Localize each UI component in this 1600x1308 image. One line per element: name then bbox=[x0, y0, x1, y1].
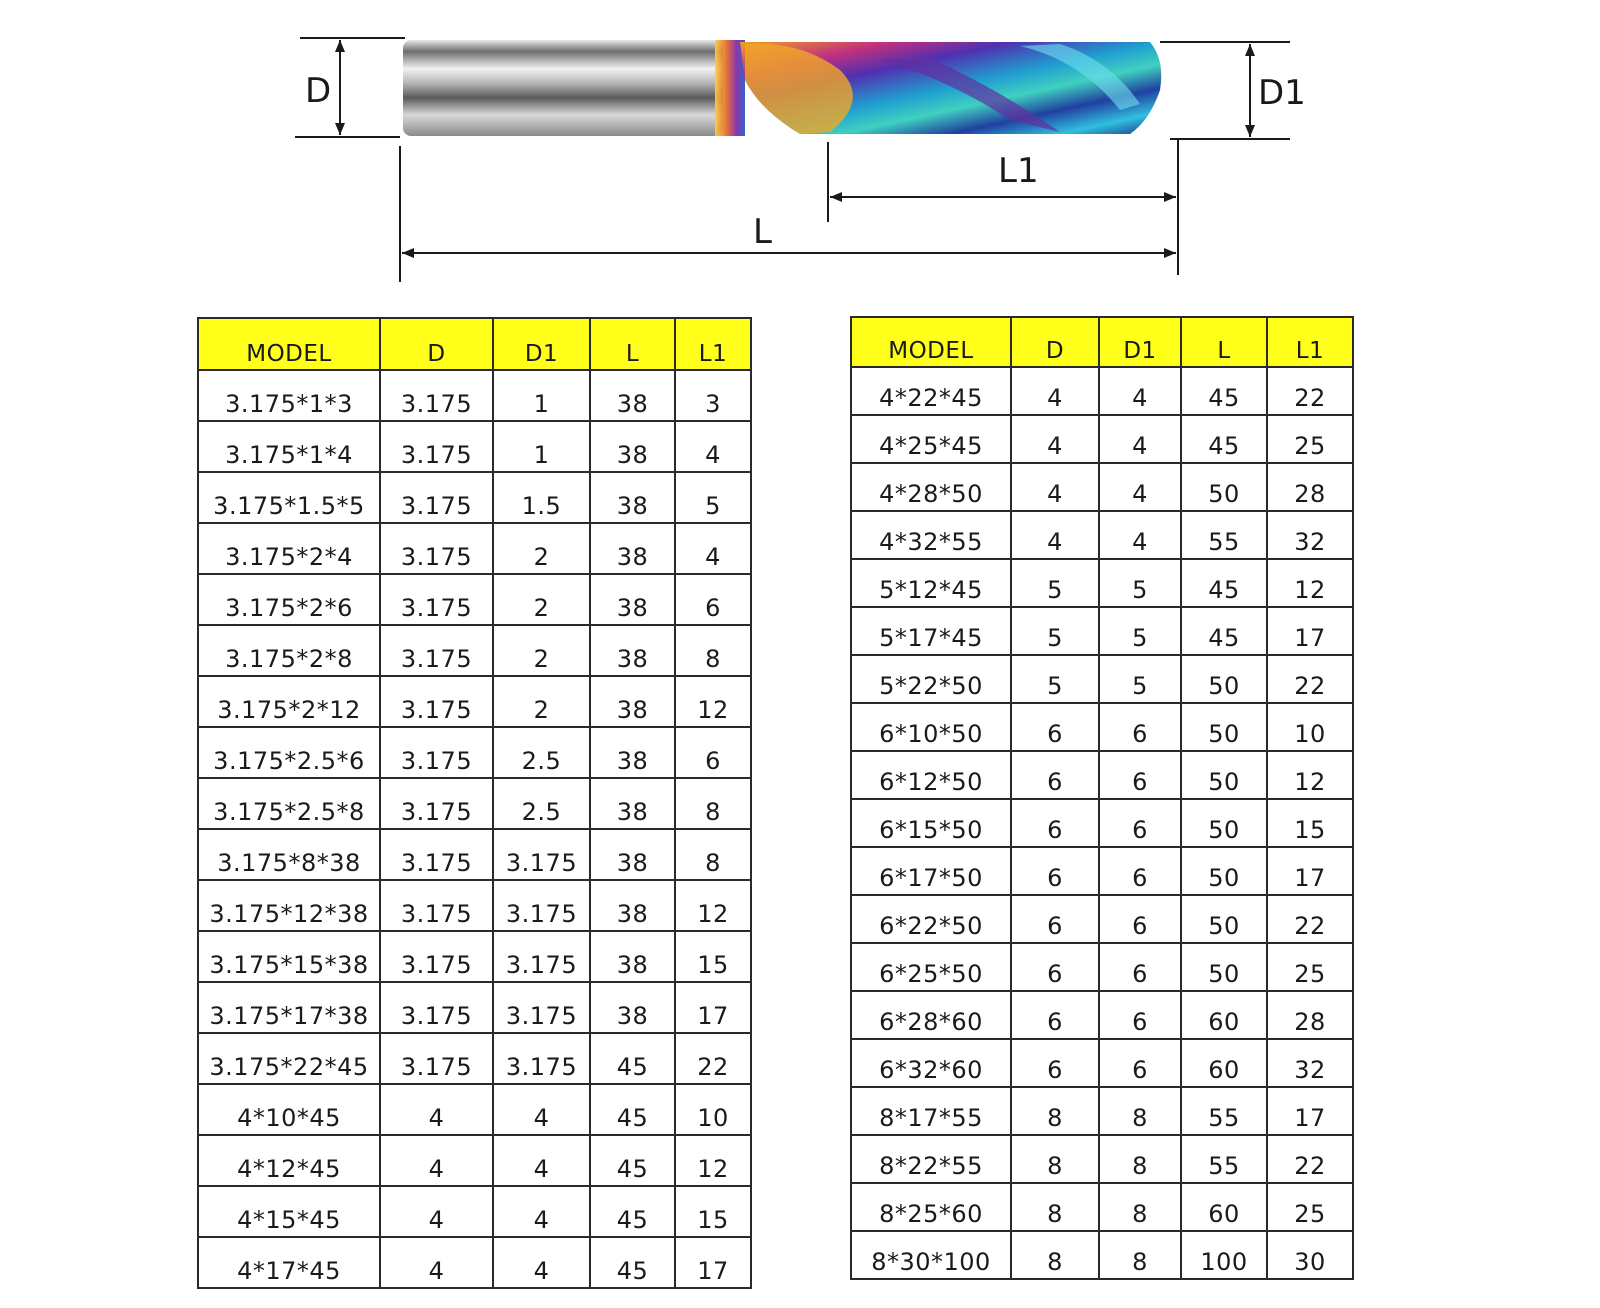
cell-l: 38 bbox=[590, 982, 675, 1033]
table-row bbox=[198, 625, 751, 676]
cell-d: 6 bbox=[1011, 703, 1099, 751]
cell-model: 3.175*2*6 bbox=[198, 574, 380, 625]
table-row bbox=[851, 607, 1353, 655]
dim-label-d: D bbox=[305, 71, 332, 111]
header-l: L bbox=[590, 318, 675, 370]
cell-d: 6 bbox=[1011, 991, 1099, 1039]
table-row bbox=[198, 1033, 751, 1084]
cell-model: 3.175*1*4 bbox=[198, 421, 380, 472]
cell-l1: 4 bbox=[675, 421, 751, 472]
dimension-diagram bbox=[0, 0, 1600, 300]
cell-l1: 17 bbox=[675, 982, 751, 1033]
cell-d: 3.175 bbox=[380, 421, 493, 472]
cell-l1: 3 bbox=[675, 370, 751, 421]
cell-d: 4 bbox=[380, 1135, 493, 1186]
table-row bbox=[198, 982, 751, 1033]
cell-model: 6*25*50 bbox=[851, 943, 1011, 991]
cell-d: 4 bbox=[380, 1084, 493, 1135]
cell-d: 3.175 bbox=[380, 523, 493, 574]
cell-d1: 2 bbox=[493, 523, 590, 574]
cell-l: 38 bbox=[590, 523, 675, 574]
cell-model: 3.175*1.5*5 bbox=[198, 472, 380, 523]
cell-model: 4*28*50 bbox=[851, 463, 1011, 511]
header-model: MODEL bbox=[851, 317, 1011, 367]
cell-model: 3.175*12*38 bbox=[198, 880, 380, 931]
dim-label-l1: L1 bbox=[998, 151, 1039, 191]
cell-d1: 4 bbox=[493, 1237, 590, 1288]
cell-l: 38 bbox=[590, 727, 675, 778]
cell-l1: 5 bbox=[675, 472, 751, 523]
cell-d: 6 bbox=[1011, 799, 1099, 847]
cell-l1: 12 bbox=[1267, 751, 1353, 799]
table-row bbox=[198, 880, 751, 931]
cell-d: 6 bbox=[1011, 847, 1099, 895]
cell-d: 4 bbox=[380, 1237, 493, 1288]
cell-model: 8*30*100 bbox=[851, 1231, 1011, 1279]
cell-model: 4*25*45 bbox=[851, 415, 1011, 463]
cell-d1: 6 bbox=[1099, 751, 1181, 799]
cell-d1: 2.5 bbox=[493, 727, 590, 778]
cell-d: 3.175 bbox=[380, 370, 493, 421]
cell-model: 3.175*2.5*8 bbox=[198, 778, 380, 829]
cell-l: 55 bbox=[1181, 1087, 1267, 1135]
cell-model: 3.175*2*4 bbox=[198, 523, 380, 574]
cell-l: 38 bbox=[590, 829, 675, 880]
cell-l1: 8 bbox=[675, 625, 751, 676]
cell-l1: 15 bbox=[1267, 799, 1353, 847]
dim-label-d1: D1 bbox=[1258, 73, 1306, 113]
table-row bbox=[198, 778, 751, 829]
cell-l1: 25 bbox=[1267, 415, 1353, 463]
cell-d1: 4 bbox=[1099, 463, 1181, 511]
cell-l: 50 bbox=[1181, 703, 1267, 751]
cell-d1: 8 bbox=[1099, 1231, 1181, 1279]
cell-d1: 3.175 bbox=[493, 982, 590, 1033]
end-mill-drill-bit-icon bbox=[403, 40, 1161, 136]
cell-l: 45 bbox=[590, 1084, 675, 1135]
table-row bbox=[198, 1237, 751, 1288]
table-row bbox=[851, 367, 1353, 415]
cell-l: 50 bbox=[1181, 463, 1267, 511]
spec-table-right bbox=[850, 316, 1354, 1280]
cell-d: 6 bbox=[1011, 943, 1099, 991]
cell-d: 5 bbox=[1011, 559, 1099, 607]
cell-l1: 32 bbox=[1267, 1039, 1353, 1087]
cell-l: 38 bbox=[590, 574, 675, 625]
header-l1: L1 bbox=[1267, 317, 1353, 367]
cell-d: 4 bbox=[380, 1186, 493, 1237]
table-row bbox=[198, 829, 751, 880]
cell-d1: 4 bbox=[1099, 511, 1181, 559]
cell-l1: 32 bbox=[1267, 511, 1353, 559]
cell-l: 38 bbox=[590, 625, 675, 676]
cell-model: 6*32*60 bbox=[851, 1039, 1011, 1087]
cell-l1: 22 bbox=[1267, 895, 1353, 943]
cell-l1: 4 bbox=[675, 523, 751, 574]
header-l1: L1 bbox=[675, 318, 751, 370]
cell-d: 3.175 bbox=[380, 574, 493, 625]
table-row bbox=[851, 991, 1353, 1039]
cell-model: 6*12*50 bbox=[851, 751, 1011, 799]
cell-l1: 22 bbox=[1267, 1135, 1353, 1183]
cell-d: 3.175 bbox=[380, 472, 493, 523]
cell-l1: 22 bbox=[1267, 655, 1353, 703]
cell-l: 45 bbox=[590, 1237, 675, 1288]
cell-d1: 4 bbox=[493, 1135, 590, 1186]
cell-d1: 2 bbox=[493, 625, 590, 676]
cell-d: 3.175 bbox=[380, 727, 493, 778]
spec-table-left bbox=[197, 317, 752, 1289]
cell-l1: 12 bbox=[1267, 559, 1353, 607]
cell-l: 50 bbox=[1181, 655, 1267, 703]
cell-model: 4*17*45 bbox=[198, 1237, 380, 1288]
table-row bbox=[198, 421, 751, 472]
cell-d1: 4 bbox=[493, 1084, 590, 1135]
cell-d1: 3.175 bbox=[493, 931, 590, 982]
cell-model: 4*12*45 bbox=[198, 1135, 380, 1186]
cell-l: 45 bbox=[590, 1186, 675, 1237]
cell-d: 4 bbox=[1011, 415, 1099, 463]
cell-d1: 8 bbox=[1099, 1135, 1181, 1183]
cell-d: 3.175 bbox=[380, 982, 493, 1033]
header-d1: D1 bbox=[1099, 317, 1181, 367]
table-row bbox=[198, 574, 751, 625]
cell-model: 3.175*2*8 bbox=[198, 625, 380, 676]
cell-l: 50 bbox=[1181, 751, 1267, 799]
cell-model: 3.175*2*12 bbox=[198, 676, 380, 727]
cell-d1: 2 bbox=[493, 574, 590, 625]
cell-d1: 5 bbox=[1099, 559, 1181, 607]
table-body bbox=[851, 367, 1353, 1279]
cell-d1: 5 bbox=[1099, 607, 1181, 655]
cell-d: 4 bbox=[1011, 463, 1099, 511]
table-row bbox=[851, 703, 1353, 751]
cell-l: 38 bbox=[590, 931, 675, 982]
table-row bbox=[851, 511, 1353, 559]
cell-l: 45 bbox=[1181, 607, 1267, 655]
cell-l: 50 bbox=[1181, 895, 1267, 943]
cell-d1: 6 bbox=[1099, 847, 1181, 895]
cell-d1: 1 bbox=[493, 421, 590, 472]
cell-l1: 22 bbox=[1267, 367, 1353, 415]
cell-d1: 1 bbox=[493, 370, 590, 421]
table-row bbox=[198, 727, 751, 778]
cell-d: 3.175 bbox=[380, 931, 493, 982]
cell-l1: 10 bbox=[1267, 703, 1353, 751]
cell-d1: 2 bbox=[493, 676, 590, 727]
cell-model: 8*17*55 bbox=[851, 1087, 1011, 1135]
cell-model: 3.175*17*38 bbox=[198, 982, 380, 1033]
table-header-row bbox=[198, 318, 751, 370]
cell-l1: 8 bbox=[675, 829, 751, 880]
cell-d1: 6 bbox=[1099, 799, 1181, 847]
table-row bbox=[851, 559, 1353, 607]
cell-l1: 8 bbox=[675, 778, 751, 829]
cell-model: 3.175*1*3 bbox=[198, 370, 380, 421]
cell-d: 3.175 bbox=[380, 625, 493, 676]
table-row bbox=[851, 463, 1353, 511]
cell-d: 3.175 bbox=[380, 778, 493, 829]
cell-l: 50 bbox=[1181, 847, 1267, 895]
cell-l: 55 bbox=[1181, 1135, 1267, 1183]
table-row bbox=[198, 931, 751, 982]
cell-model: 4*32*55 bbox=[851, 511, 1011, 559]
cell-model: 6*15*50 bbox=[851, 799, 1011, 847]
table-body bbox=[198, 370, 751, 1288]
cell-d1: 3.175 bbox=[493, 880, 590, 931]
cell-l: 38 bbox=[590, 880, 675, 931]
cell-d: 8 bbox=[1011, 1087, 1099, 1135]
cell-l1: 25 bbox=[1267, 1183, 1353, 1231]
cell-l: 60 bbox=[1181, 991, 1267, 1039]
table-row bbox=[851, 415, 1353, 463]
cell-model: 3.175*8*38 bbox=[198, 829, 380, 880]
cell-l: 55 bbox=[1181, 511, 1267, 559]
table-row bbox=[851, 1135, 1353, 1183]
cell-model: 5*17*45 bbox=[851, 607, 1011, 655]
cell-d: 4 bbox=[1011, 367, 1099, 415]
cell-d1: 2.5 bbox=[493, 778, 590, 829]
cell-d: 5 bbox=[1011, 655, 1099, 703]
cell-d: 6 bbox=[1011, 895, 1099, 943]
cell-d: 3.175 bbox=[380, 1033, 493, 1084]
cell-d1: 1.5 bbox=[493, 472, 590, 523]
table-row bbox=[198, 1135, 751, 1186]
table-row bbox=[851, 1231, 1353, 1279]
cell-d1: 6 bbox=[1099, 991, 1181, 1039]
table-row bbox=[851, 1087, 1353, 1135]
table-header-row bbox=[851, 317, 1353, 367]
cell-d: 6 bbox=[1011, 1039, 1099, 1087]
header-model: MODEL bbox=[198, 318, 380, 370]
cell-l1: 6 bbox=[675, 727, 751, 778]
cell-l1: 25 bbox=[1267, 943, 1353, 991]
cell-l1: 10 bbox=[675, 1084, 751, 1135]
cell-model: 8*22*55 bbox=[851, 1135, 1011, 1183]
cell-d1: 8 bbox=[1099, 1183, 1181, 1231]
cell-l1: 12 bbox=[675, 676, 751, 727]
cell-l: 38 bbox=[590, 472, 675, 523]
cell-model: 3.175*2.5*6 bbox=[198, 727, 380, 778]
cell-d1: 5 bbox=[1099, 655, 1181, 703]
cell-l1: 12 bbox=[675, 880, 751, 931]
table-row bbox=[851, 943, 1353, 991]
cell-model: 6*22*50 bbox=[851, 895, 1011, 943]
cell-model: 4*15*45 bbox=[198, 1186, 380, 1237]
dim-label-l: L bbox=[753, 212, 772, 252]
header-l: L bbox=[1181, 317, 1267, 367]
cell-l: 38 bbox=[590, 370, 675, 421]
table-row bbox=[198, 472, 751, 523]
table-row bbox=[198, 1186, 751, 1237]
cell-l: 50 bbox=[1181, 943, 1267, 991]
cell-d1: 6 bbox=[1099, 943, 1181, 991]
cell-d1: 4 bbox=[493, 1186, 590, 1237]
cell-l1: 12 bbox=[675, 1135, 751, 1186]
cell-d1: 6 bbox=[1099, 895, 1181, 943]
cell-model: 5*12*45 bbox=[851, 559, 1011, 607]
cell-l1: 17 bbox=[1267, 847, 1353, 895]
cell-model: 5*22*50 bbox=[851, 655, 1011, 703]
cell-model: 8*25*60 bbox=[851, 1183, 1011, 1231]
cell-d: 8 bbox=[1011, 1135, 1099, 1183]
cell-l: 45 bbox=[1181, 367, 1267, 415]
table-row bbox=[198, 523, 751, 574]
cell-l: 45 bbox=[590, 1033, 675, 1084]
cell-d1: 8 bbox=[1099, 1087, 1181, 1135]
cell-l1: 22 bbox=[675, 1033, 751, 1084]
header-d: D bbox=[1011, 317, 1099, 367]
cell-l1: 28 bbox=[1267, 991, 1353, 1039]
cell-model: 6*28*60 bbox=[851, 991, 1011, 1039]
cell-d: 3.175 bbox=[380, 880, 493, 931]
cell-l1: 28 bbox=[1267, 463, 1353, 511]
table-row bbox=[851, 895, 1353, 943]
cell-model: 4*10*45 bbox=[198, 1084, 380, 1135]
table-row bbox=[198, 676, 751, 727]
cell-d: 8 bbox=[1011, 1231, 1099, 1279]
table-row bbox=[198, 1084, 751, 1135]
cell-l: 38 bbox=[590, 778, 675, 829]
table-row bbox=[851, 847, 1353, 895]
cell-model: 6*10*50 bbox=[851, 703, 1011, 751]
cell-l1: 17 bbox=[675, 1237, 751, 1288]
cell-l1: 17 bbox=[1267, 1087, 1353, 1135]
cell-d: 4 bbox=[1011, 511, 1099, 559]
cell-l1: 17 bbox=[1267, 607, 1353, 655]
cell-d1: 4 bbox=[1099, 415, 1181, 463]
table-row bbox=[851, 751, 1353, 799]
table-row bbox=[198, 370, 751, 421]
header-d1: D1 bbox=[493, 318, 590, 370]
cell-d: 8 bbox=[1011, 1183, 1099, 1231]
cell-l: 45 bbox=[1181, 559, 1267, 607]
cell-l1: 6 bbox=[675, 574, 751, 625]
cell-d1: 3.175 bbox=[493, 1033, 590, 1084]
cell-model: 3.175*15*38 bbox=[198, 931, 380, 982]
cell-d: 3.175 bbox=[380, 829, 493, 880]
cell-d1: 3.175 bbox=[493, 829, 590, 880]
cell-l: 45 bbox=[590, 1135, 675, 1186]
cell-l: 60 bbox=[1181, 1183, 1267, 1231]
cell-l: 60 bbox=[1181, 1039, 1267, 1087]
cell-model: 3.175*22*45 bbox=[198, 1033, 380, 1084]
cell-d: 6 bbox=[1011, 751, 1099, 799]
cell-l1: 15 bbox=[675, 931, 751, 982]
cell-l: 45 bbox=[1181, 415, 1267, 463]
table-row bbox=[851, 1039, 1353, 1087]
cell-l: 38 bbox=[590, 676, 675, 727]
cell-l1: 15 bbox=[675, 1186, 751, 1237]
header-d: D bbox=[380, 318, 493, 370]
table-row bbox=[851, 1183, 1353, 1231]
cell-d1: 6 bbox=[1099, 1039, 1181, 1087]
cell-d1: 4 bbox=[1099, 367, 1181, 415]
cell-l: 38 bbox=[590, 421, 675, 472]
cell-d: 3.175 bbox=[380, 676, 493, 727]
cell-d: 5 bbox=[1011, 607, 1099, 655]
cell-l1: 30 bbox=[1267, 1231, 1353, 1279]
cell-d1: 6 bbox=[1099, 703, 1181, 751]
cell-l: 50 bbox=[1181, 799, 1267, 847]
table-row bbox=[851, 655, 1353, 703]
cell-model: 6*17*50 bbox=[851, 847, 1011, 895]
table-row bbox=[851, 799, 1353, 847]
cell-model: 4*22*45 bbox=[851, 367, 1011, 415]
cell-l: 100 bbox=[1181, 1231, 1267, 1279]
